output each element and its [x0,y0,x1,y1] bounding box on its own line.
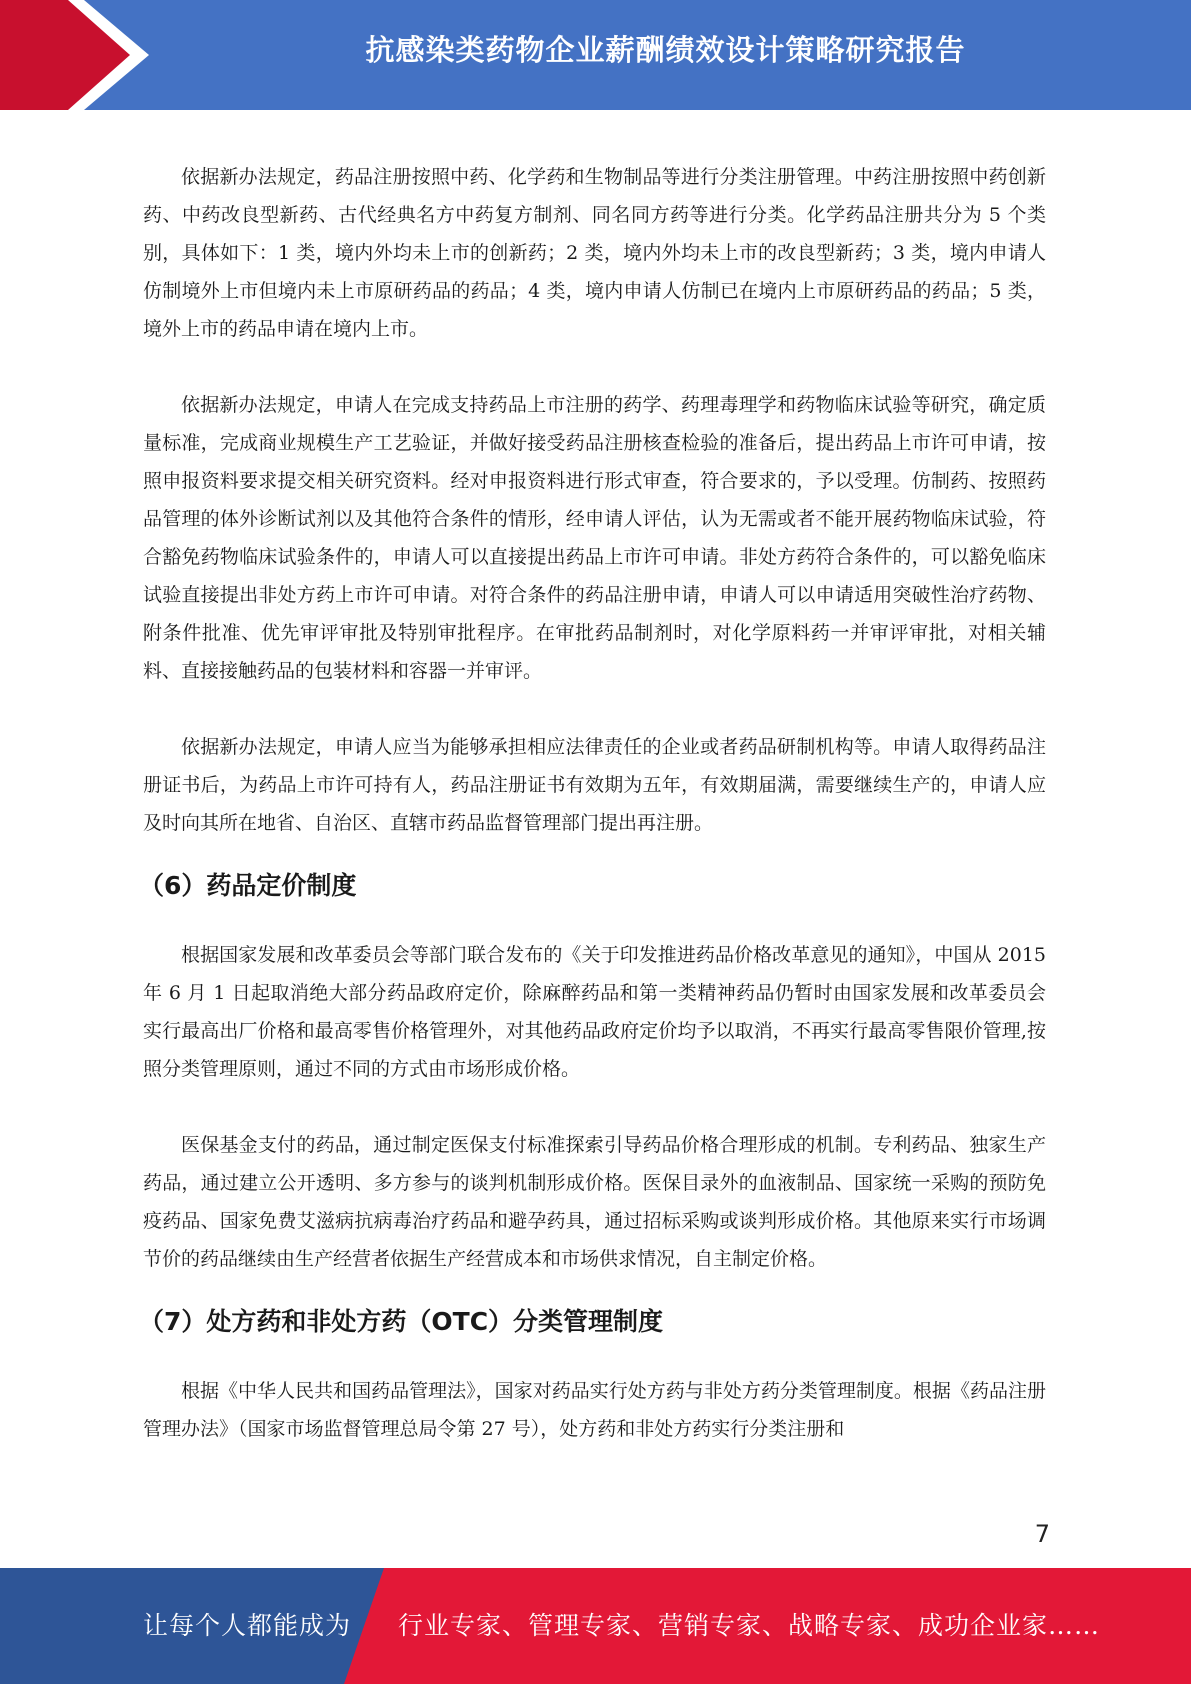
report-title: 抗感染类药物企业薪酬绩效设计策略研究报告 [365,33,966,67]
body-paragraph: 根据国家发展和改革委员会等部门联合发布的《关于印发推进药品价格改革意见的通知》，中国从 2015 年 6 月 1 日起取消绝大部分药品政府定价，除麻醉药品和第一类精神药品仍暂时由国家发展和改革委员会实行最高出厂价格和最高零售价格管理外，对其他药品政府定价均予以取消，不再实行最高零售限价管理,按照分类管理原则，通过不同的方式由市场形成价格。 [143,944,1046,1080]
header-chevron-decoration [0,0,150,110]
body-paragraph: 依据新办法规定，申请人在完成支持药品上市注册的药学、药理毒理学和药物临床试验等研究，确定质量标准，完成商业规模生产工艺验证，并做好接受药品注册核查检验的准备后，提出药品上市许可申请，按照申报资料要求提交相关研究资料。经对申报资料进行形式审查，符合要求的，予以受理。仿制药、按照药品管理的体外诊断试剂以及其他符合条件的情形，经申请人评估，认为无需或者不能开展药物临床试验，符合豁免药物临床试验条件的，申请人可以直接提出药品上市许可申请。非处方药符合条件的，可以豁免临床试验直接提出非处方药上市许可申请。对符合条件的药品注册申请，申请人可以申请适用突破性治疗药物、附条件批准、优先审评审批及特别审批程序。在审批药品制剂时，对化学原料药一并审评审批，对相关辅料、直接接触药品的包装材料和容器一并审评。 [143,394,1046,682]
body-paragraph: 根据《中华人民共和国药品管理法》，国家对药品实行处方药与非处方药分类管理制度。根据《药品注册管理办法》（国家市场监督管理总局令第 27 号），处方药和非处方药实行分类注册和 [143,1380,1046,1440]
body-paragraph: 医保基金支付的药品，通过制定医保支付标准探索引导药品价格合理形成的机制。专利药品、独家生产药品，通过建立公开透明、多方参与的谈判机制形成价格。医保目录外的血液制品、国家统一采购的预防免疫药品、国家免费艾滋病抗病毒治疗药品和避孕药具，通过招标采购或谈判形成价格。其他原来实行市场调节价的药品继续由生产经营者依据生产经营成本和市场供求情况，自主制定价格。 [143,1134,1046,1270]
page-footer [0,1568,1191,1684]
page-body [139,158,1046,1486]
page-header [0,0,1191,110]
body-paragraph: 依据新办法规定，药品注册按照中药、化学药和生物制品等进行分类注册管理。中药注册按照中药创新药、中药改良型新药、古代经典名方中药复方制剂、同名同方药等进行分类。化学药品注册共分为 5 个类别，具体如下：1 类，境内外均未上市的创新药；2 类，境内外均未上市的改良型新药；3 类，境内申请人仿制境外上市但境内未上市原研药品的药品；4 类，境内申请人仿制已在境内上市原研药品的药品；5 类，境外上市的药品申请在境内上市。 [143,166,1046,340]
footer-slogan-right: 行业专家、管理专家、营销专家、战略专家、成功企业家…… [398,1611,1101,1640]
section-heading-otc: （7）处方药和非处方药（OTC）分类管理制度 [139,1307,664,1336]
footer-slogan-left: 让每个人都能成为 [143,1611,352,1640]
section-heading-pricing: （6）药品定价制度 [139,871,357,900]
body-paragraph: 依据新办法规定，申请人应当为能够承担相应法律责任的企业或者药品研制机构等。申请人取得药品注册证书后，为药品上市许可持有人，药品注册证书有效期为五年，有效期届满，需要继续生产的，申请人应及时向其所在地省、自治区、直辖市药品监督管理部门提出再注册。 [143,736,1046,834]
page-number: 7 [1034,1520,1050,1548]
